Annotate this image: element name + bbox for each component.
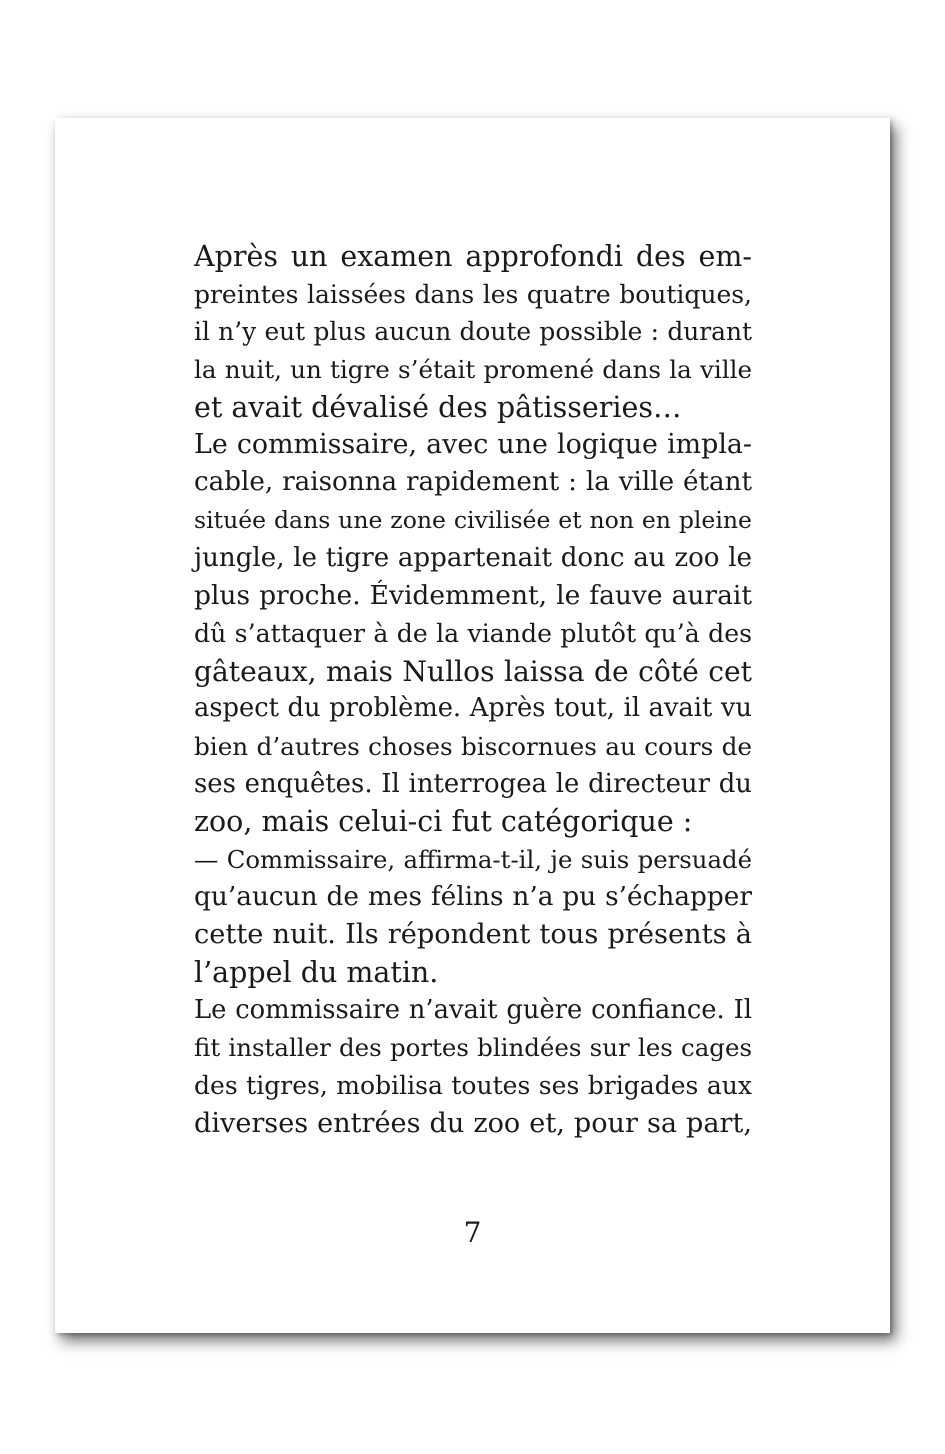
text-line: située dans une zone civilisée et non en pleine [194,505,752,534]
text-line: ses enquêtes. Il interrogea le directeur du [194,768,752,799]
text-line: plus proche. Évidemment, le fauve aurait [194,580,752,612]
text-line: dû s’attaquer à de la viande plutôt qu’à des [194,618,752,648]
text-line: gâteaux, mais Nullos laissa de côté cet [194,654,752,688]
book-page [55,118,890,1333]
text-line: cable, raisonna rapidement : la ville étant [194,467,752,498]
text-line: Après un examen approfondi des em- [194,240,752,273]
text-line: la nuit, un tigre s’était promené dans la ville [194,355,752,385]
text-line: bien d’autres choses biscornues au cours de [194,731,752,761]
page-number: 7 [463,1216,482,1249]
text-line: cette nuit. Ils répondent tous présents à [194,919,752,951]
text-line: preintes laissées dans les quatre boutiques, [194,279,752,309]
text-line: des tigres, mobilisa toutes ses brigades aux [194,1071,752,1101]
text-line: — Commissaire, affirma-t-il, je suis persuadé [194,845,752,874]
text-line: l’appel du matin. [194,956,439,990]
body-text [194,238,752,1143]
text-line: aspect du problème. Après tout, il avait vu [194,693,752,724]
text-line: fit installer des portes blindées sur les cages [194,1033,752,1063]
text-line: Le commissaire, avec une logique impla- [194,429,752,461]
text-line: diverses entrées du zoo et, pour sa part, [194,1107,752,1139]
text-line: il n’y eut plus aucun doute possible : durant [194,317,752,347]
text-line: zoo, mais celui-ci fut catégorique : [194,805,693,839]
text-line: jungle, le tigre appartenait donc au zoo le [194,542,752,573]
text-line: Le commissaire n’avait guère confiance. Il [194,994,752,1025]
text-line: et avait dévalisé des pâtisseries… [194,390,682,424]
text-line: qu’aucun de mes félins n’a pu s’échapper [194,881,752,912]
